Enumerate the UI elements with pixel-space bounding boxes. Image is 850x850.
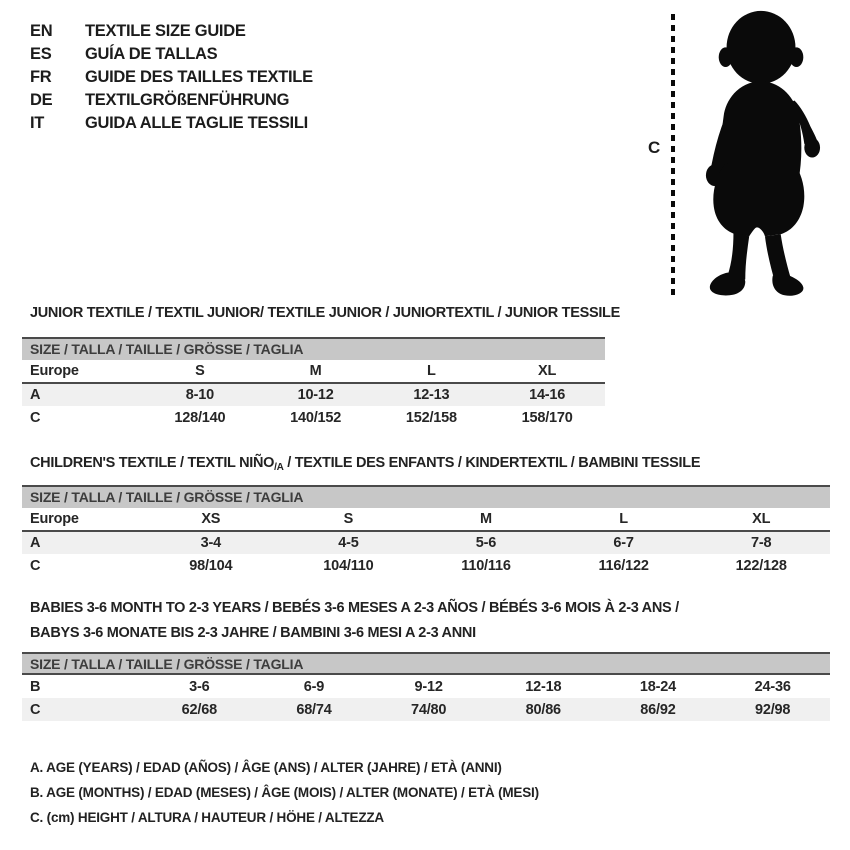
section-title-children-main: CHILDREN'S TEXTILE / TEXTIL NIÑO	[30, 455, 275, 471]
row-label: A	[30, 387, 41, 403]
size-cell: 12-13	[413, 387, 450, 403]
size-cell: S	[280, 508, 418, 531]
row-label: C	[30, 409, 41, 426]
language-label: TEXTILGRÖßENFÜHRUNG	[85, 91, 290, 109]
row-label: A	[30, 535, 41, 551]
language-label: GUIDE DES TAILLES TEXTILE	[85, 68, 313, 86]
language-row	[30, 112, 313, 135]
language-row	[30, 20, 313, 43]
language-code: IT	[30, 114, 45, 132]
size-cell: 8-10	[185, 387, 214, 403]
children-size-table	[22, 485, 830, 577]
section-title-babies-line1: BABIES 3-6 MONTH TO 2-3 YEARS / BEBÉS 3-6 MESES A 2-3 AÑOS / BÉBÉS 3-6 MOIS À 2-3 ANS /	[30, 600, 679, 616]
size-cell: 14-16	[529, 387, 566, 403]
legend	[30, 755, 539, 830]
language-label: GUÍA DE TALLAS	[85, 45, 218, 63]
size-cell: XL	[692, 508, 830, 531]
size-cell: 6-9	[303, 678, 325, 695]
toddler-silhouette-icon	[686, 6, 838, 311]
language-label: TEXTILE SIZE GUIDE	[85, 22, 246, 40]
size-cell: 110/116	[461, 557, 511, 574]
size-cell: 6-7	[613, 535, 634, 551]
row-label: C	[30, 701, 41, 718]
section-title-junior: JUNIOR TEXTILE / TEXTIL JUNIOR/ TEXTILE JUNIOR / JUNIORTEXTIL / JUNIOR TESSILE	[30, 305, 620, 321]
height-marker-label: C	[648, 138, 661, 157]
size-cell: XS	[142, 508, 280, 531]
size-cell: XL	[489, 360, 605, 383]
size-cell: 62/68	[181, 701, 217, 718]
language-row	[30, 89, 313, 112]
size-cell: 5-6	[475, 535, 497, 551]
size-cell: M	[258, 360, 374, 383]
table-row	[22, 360, 605, 383]
size-cell: 3-4	[200, 535, 221, 551]
size-table	[22, 360, 605, 429]
row-label: C	[30, 557, 41, 574]
language-code: EN	[30, 22, 53, 40]
table-row	[22, 508, 830, 531]
size-cell: 3-6	[189, 678, 210, 695]
language-row	[30, 66, 313, 89]
table-row	[22, 675, 830, 698]
section-title-children-sub: /A	[274, 462, 284, 473]
row-label: Europe	[22, 508, 142, 531]
size-cell: L	[555, 508, 693, 531]
section-title-babies-line2: BABYS 3-6 MONATE BIS 2-3 JAHRE / BAMBINI 3-6 MESI A 2-3 ANNI	[30, 625, 476, 641]
table-row	[22, 406, 605, 429]
language-code: DE	[30, 91, 53, 109]
size-cell: 68/74	[296, 701, 332, 718]
size-table	[22, 675, 830, 721]
legend-line-b: B. AGE (MONTHS) / EDAD (MESES) / ÂGE (MOIS) / ALTER (MONATE) / ETÀ (MESI)	[30, 785, 539, 800]
table-row	[22, 531, 830, 554]
language-code: FR	[30, 68, 52, 86]
size-cell: 4-5	[338, 535, 359, 551]
section-title-babies	[30, 596, 679, 646]
size-cell: 12-18	[525, 678, 562, 695]
table-row	[22, 554, 830, 577]
size-header-band: SIZE / TALLA / TAILLE / GRÖSSE / TAGLIA	[22, 652, 830, 675]
baby-height-figure	[620, 0, 850, 315]
size-cell: 7-8	[751, 535, 772, 551]
babies-size-table	[22, 652, 830, 721]
height-dotted-line	[671, 14, 675, 296]
size-cell: 128/140	[174, 409, 226, 426]
section-title-children-rest: / TEXTILE DES ENFANTS / KINDERTEXTIL / BAMBINI TESSILE	[283, 455, 701, 471]
section-title-children	[30, 451, 700, 480]
size-cell: 24-36	[754, 678, 791, 695]
size-cell: 122/128	[735, 557, 787, 574]
table-row	[22, 383, 605, 406]
size-cell: S	[142, 360, 258, 383]
size-cell: 9-12	[414, 678, 443, 695]
language-code: ES	[30, 45, 52, 63]
size-cell: 104/110	[323, 557, 374, 574]
size-cell: M	[417, 508, 555, 531]
size-cell: 86/92	[640, 701, 676, 718]
language-label: GUIDA ALLE TAGLIE TESSILI	[85, 114, 308, 132]
size-cell: 116/122	[598, 557, 649, 574]
size-cell: 140/152	[290, 409, 342, 426]
language-title-list	[30, 20, 313, 135]
size-cell: 10-12	[297, 387, 334, 403]
size-header-band: SIZE / TALLA / TAILLE / GRÖSSE / TAGLIA	[22, 485, 830, 508]
size-cell: 92/98	[754, 701, 791, 718]
size-cell: 98/104	[189, 557, 233, 574]
legend-line-c: C. (cm) HEIGHT / ALTURA / HAUTEUR / HÖHE / ALTEZZA	[30, 810, 384, 825]
size-cell: 74/80	[410, 701, 447, 718]
row-label: B	[30, 678, 41, 695]
table-row	[22, 698, 830, 721]
size-cell: 80/86	[525, 701, 561, 718]
language-row	[30, 43, 313, 66]
size-cell: 152/158	[405, 409, 457, 426]
size-header-band: SIZE / TALLA / TAILLE / GRÖSSE / TAGLIA	[22, 337, 605, 360]
size-cell: 18-24	[639, 678, 676, 695]
row-label: Europe	[22, 360, 142, 383]
size-cell: 158/170	[521, 409, 573, 426]
size-cell: L	[374, 360, 490, 383]
size-table	[22, 508, 830, 577]
junior-size-table	[22, 337, 605, 429]
legend-line-a: A. AGE (YEARS) / EDAD (AÑOS) / ÂGE (ANS) / ALTER (JAHRE) / ETÀ (ANNI)	[30, 760, 502, 775]
